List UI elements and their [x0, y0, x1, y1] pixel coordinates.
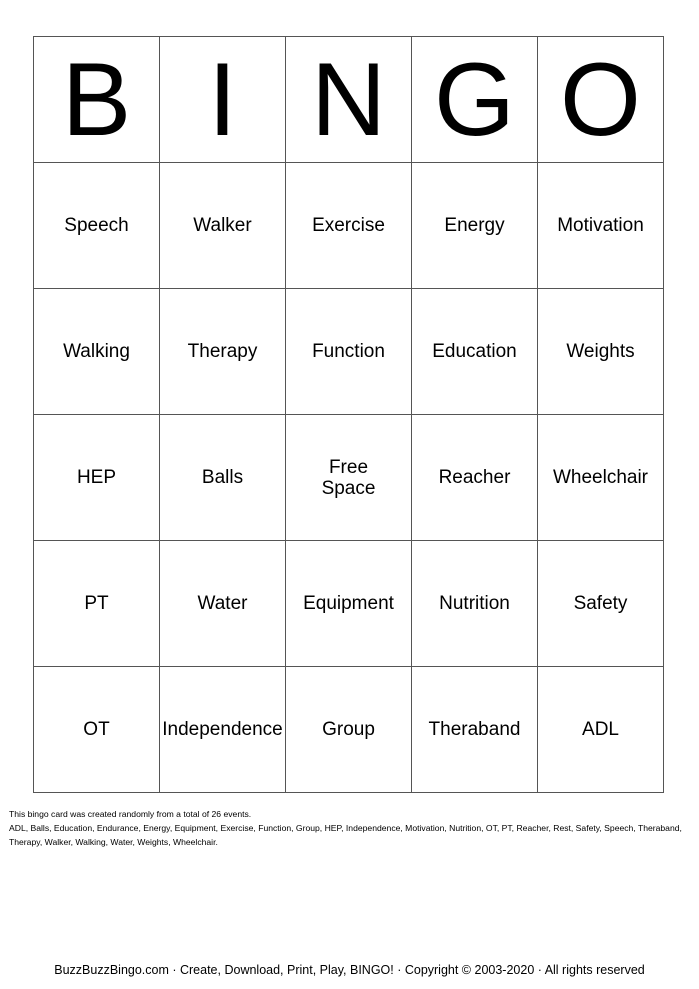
bingo-cell [34, 289, 160, 415]
bingo-cell [412, 541, 538, 667]
card-row-1 [34, 163, 664, 289]
header-row [34, 37, 664, 163]
header-letter-o: O [538, 37, 664, 163]
copyright-footer: BuzzBuzzBingo.com · Create, Download, Print, Play, BINGO! · Copyright © 2003-2020 · All rights reserved [54, 963, 645, 977]
card-row-3 [34, 415, 664, 541]
bingo-cell [412, 415, 538, 541]
bingo-cell [34, 415, 160, 541]
card-row-2 [34, 289, 664, 415]
cell-text: Speech [64, 215, 129, 236]
free-space-text: Free Space [321, 456, 376, 499]
cell-text: Safety [573, 593, 628, 614]
bingo-cell [160, 541, 286, 667]
bingo-cell [538, 415, 664, 541]
card-description-intro: This bingo card was created randomly from a total of 26 events. [9, 809, 252, 819]
cell-text: Education [432, 341, 517, 362]
bingo-cell [538, 667, 664, 793]
bingo-cell [412, 667, 538, 793]
bingo-card [33, 36, 664, 793]
bingo-cell [538, 163, 664, 289]
cell-text: ADL [582, 719, 619, 740]
cell-text: Exercise [312, 215, 385, 236]
bingo-cell [160, 163, 286, 289]
bingo-cell [538, 289, 664, 415]
bingo-cell [286, 289, 412, 415]
bingo-cell [286, 541, 412, 667]
cell-text: OT [83, 719, 110, 740]
cell-text: Wheelchair [552, 467, 649, 488]
bingo-cell [160, 415, 286, 541]
cell-text: Water [197, 593, 248, 614]
cell-text: Reacher [438, 467, 511, 488]
cell-text: PT [84, 593, 109, 614]
bingo-cell [160, 667, 286, 793]
card-row-4 [34, 541, 664, 667]
cell-text: Group [322, 719, 375, 740]
cell-text: Walker [193, 215, 252, 236]
bingo-cell [412, 289, 538, 415]
bingo-cell [412, 163, 538, 289]
cell-text: Weights [566, 341, 635, 362]
cell-text: Walking [63, 341, 130, 362]
header-letter-n: N [286, 37, 412, 163]
bingo-cell [286, 163, 412, 289]
header-letter-i: I [160, 37, 286, 163]
bingo-cell [160, 289, 286, 415]
header-letter-b: B [34, 37, 160, 163]
bingo-cell [34, 541, 160, 667]
cell-text: Equipment [303, 593, 394, 614]
cell-text: Theraband [428, 719, 521, 740]
card-row-5 [34, 667, 664, 793]
header-letter-g: G [412, 37, 538, 163]
bingo-cell [34, 163, 160, 289]
cell-text: Nutrition [439, 593, 510, 614]
cell-text: Energy [444, 215, 505, 236]
card-description [9, 807, 689, 849]
cell-text: Function [312, 341, 385, 362]
cell-text: Independence [162, 719, 283, 740]
event-list: ADL, Balls, Education, Endurance, Energy, Equipment, Exercise, Function, Group, HEP, Independence, Motivation, Nutrition, OT, PT, Reacher, Rest, Safety, Speech, Theraband, Therapy, Walker, Walking, Water, Weights, Wheelchair. [9, 823, 682, 847]
cell-text: Motivation [557, 215, 644, 236]
bingo-cell [34, 667, 160, 793]
bingo-cell [286, 667, 412, 793]
bingo-cell [538, 541, 664, 667]
cell-text: Therapy [187, 341, 258, 362]
cell-text: Balls [201, 467, 244, 488]
free-space-cell [286, 415, 412, 541]
cell-text: HEP [76, 467, 117, 488]
